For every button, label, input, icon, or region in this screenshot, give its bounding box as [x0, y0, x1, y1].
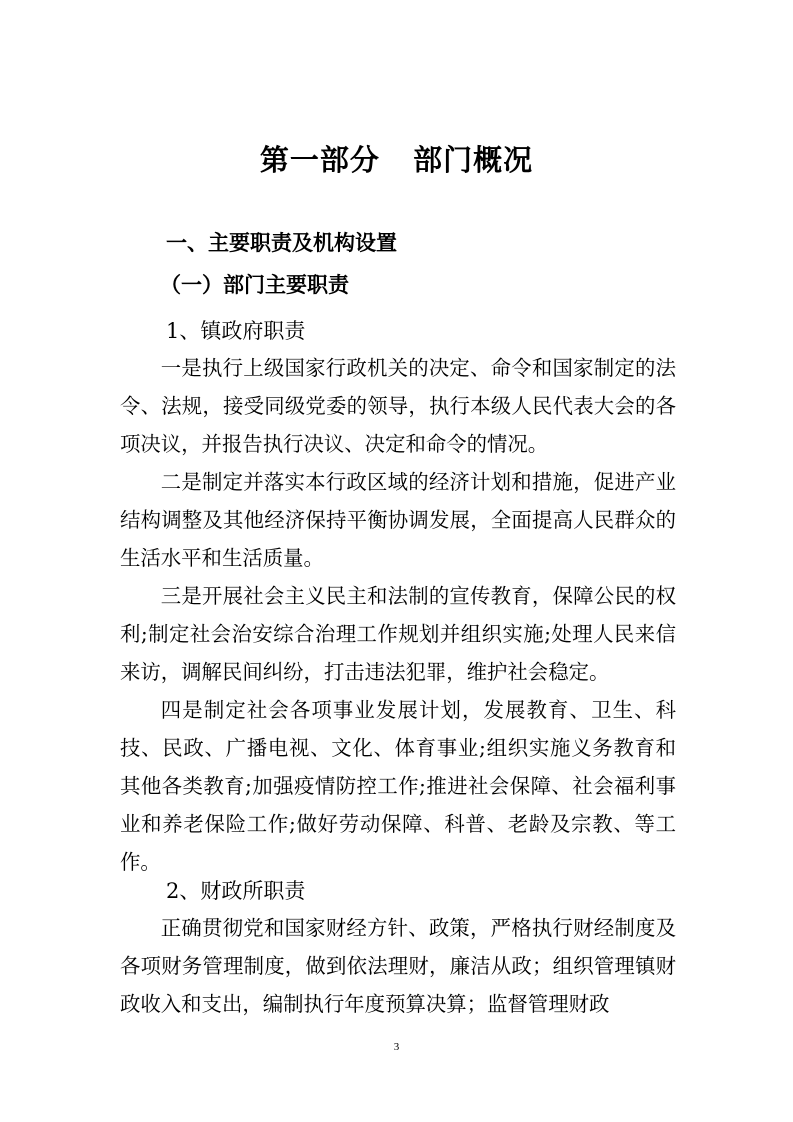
- paragraph-2: 二是制定并落实本行政区域的经济计划和措施，促进产业结构调整及其他经济保持平衡协调发展，全面提高人民群众的生活水平和生活质量。: [120, 470, 676, 570]
- subsection-heading: （一）部门主要职责: [160, 273, 349, 297]
- page-number: 3: [393, 1041, 400, 1053]
- page-title: 第一部分 部门概况: [259, 143, 534, 177]
- paragraph-4: 四是制定社会各项事业发展计划，发展教育、卫生、科技、民政、广播电视、文化、体育事业;组织实施义务教育和其他各类教育;加强疫情防控工作;推进社会保障、社会福利事业和养老保险工作;做好劳动保障、科普、老龄及宗教、等工作。: [120, 698, 676, 874]
- section-heading: 一、主要职责及机构设置: [166, 231, 397, 255]
- paragraph-5: 正确贯彻党和国家财经方针、政策，严格执行财经制度及各项财务管理制度，做到依法理财，廉洁从政；组织管理镇财政收入和支出，编制执行年度预算决算；监督管理财政: [120, 916, 676, 1016]
- paragraph-3: 三是开展社会主义民主和法制的宣传教育，保障公民的权利;制定社会治安综合治理工作规划并组织实施;处理人民来信来访，调解民间纠纷，打击违法犯罪，维护社会稳定。: [120, 584, 676, 684]
- item-heading-finance-office: 2、财政所职责: [166, 879, 306, 903]
- paragraph-1: 一是执行上级国家行政机关的决定、命令和国家制定的法令、法规，接受同级党委的领导，执行本级人民代表大会的各项决议，并报告执行决议、决定和命令的情况。: [120, 356, 676, 456]
- item-heading-town-government: 1、镇政府职责: [166, 319, 306, 343]
